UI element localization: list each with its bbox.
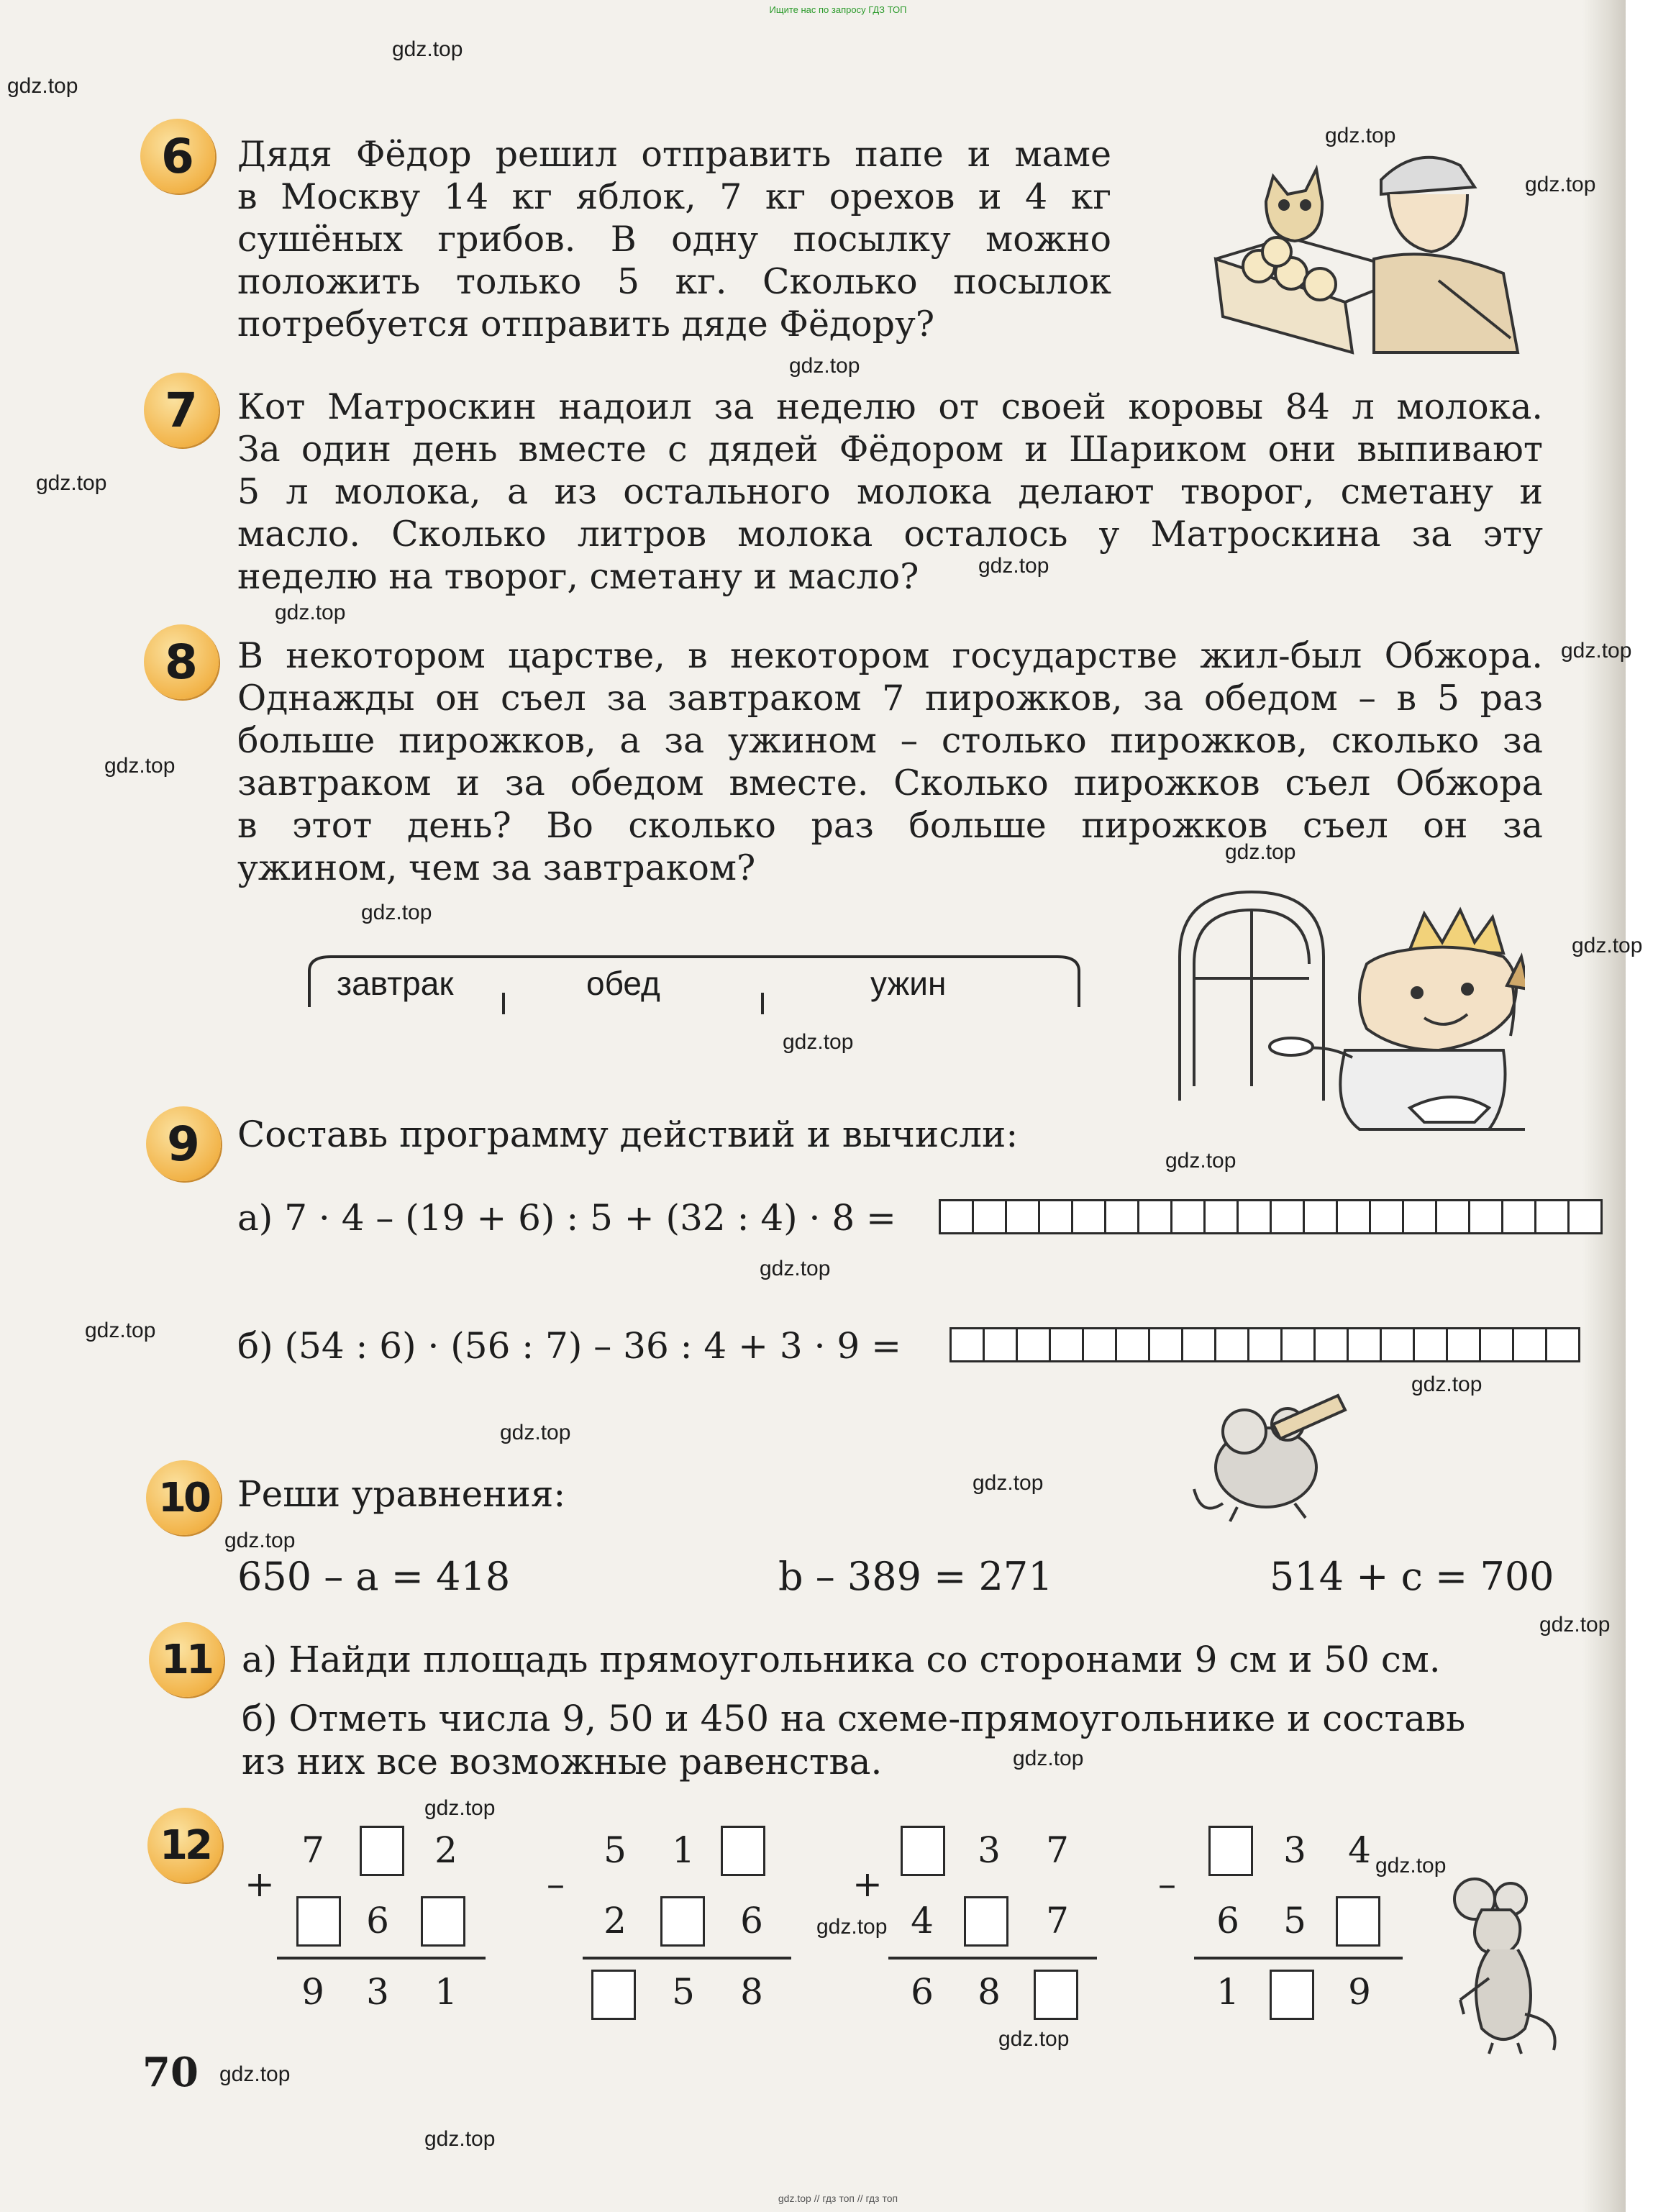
task-8-text	[237, 634, 1543, 889]
watermark: gdz.top	[1411, 1373, 1483, 1396]
digit: 1	[434, 1971, 457, 2013]
text-line: Однажды он съел за завтраком 7 пирожков, за обедом – в 5 раз	[237, 678, 1543, 719]
watermark: gdz.top	[500, 1421, 571, 1444]
header-note: Ищите нас по запросу ГДЗ ТОП	[769, 4, 907, 15]
task-7-text	[237, 386, 1543, 598]
digit-box[interactable]	[660, 1896, 705, 1947]
task-6-text	[237, 133, 1111, 345]
task-number-badge: 7	[144, 373, 219, 447]
digit: 7	[1046, 1829, 1069, 1871]
digit: 3	[366, 1971, 389, 2013]
answer-cell[interactable]	[1468, 1199, 1503, 1234]
digit-box[interactable]	[964, 1896, 1008, 1947]
text-line: сушёных грибов. В одну посылку можно	[237, 219, 1111, 260]
digit: 8	[740, 1971, 763, 2013]
answer-cell[interactable]	[1049, 1327, 1084, 1362]
digit: 7	[1046, 1900, 1069, 1942]
footer-note: gdz.top // гдз топ // гдз топ	[778, 2193, 898, 2204]
digit: 1	[1216, 1971, 1239, 2013]
answer-cell[interactable]	[1479, 1327, 1514, 1362]
watermark: gdz.top	[978, 554, 1049, 578]
digit-box[interactable]	[1270, 1970, 1314, 2020]
digit: 2	[604, 1900, 627, 1942]
sum-line	[888, 1957, 1097, 1960]
answer-cell[interactable]	[1380, 1327, 1415, 1362]
answer-cell[interactable]	[1016, 1327, 1051, 1362]
text-line: Дядя Фёдор решил отправить папе и маме	[237, 134, 1111, 175]
answer-cell[interactable]	[1082, 1327, 1117, 1362]
watermark: gdz.top	[36, 471, 107, 495]
digit: 5	[604, 1829, 627, 1871]
task-number-badge: 6	[140, 119, 215, 194]
watermark: gdz.top	[973, 1471, 1044, 1495]
answer-cell[interactable]	[1402, 1199, 1437, 1234]
watermark: gdz.top	[424, 1796, 496, 1820]
answer-cell[interactable]	[949, 1327, 985, 1362]
mouse-illustration	[1439, 1870, 1568, 2057]
operator-sign: +	[852, 1863, 883, 1905]
watermark: gdz.top	[816, 1915, 888, 1939]
expression-a: а) 7 · 4 – (19 + 6) : 5 + (32 : 4) · 8 =	[237, 1197, 896, 1239]
answer-cell[interactable]	[1005, 1199, 1040, 1234]
sum-line	[277, 1957, 486, 1960]
answer-cell[interactable]	[1413, 1327, 1448, 1362]
watermark: gdz.top	[424, 2127, 496, 2151]
watermark: gdz.top	[1013, 1747, 1084, 1770]
answer-cell[interactable]	[1369, 1199, 1404, 1234]
digit: 6	[911, 1971, 934, 2013]
difference-line	[1194, 1957, 1403, 1960]
digit: 6	[1216, 1900, 1239, 1942]
answer-cell[interactable]	[1071, 1199, 1106, 1234]
task-number-badge: 10	[146, 1460, 221, 1535]
answer-cell[interactable]	[1270, 1199, 1305, 1234]
watermark: gdz.top	[275, 601, 346, 624]
glutton-king-illustration	[1151, 870, 1525, 1151]
watermark: gdz.top	[1525, 173, 1596, 196]
page-number: 70	[142, 2049, 199, 2096]
answer-boxes-a	[941, 1199, 1603, 1234]
digit: 6	[740, 1900, 763, 1942]
equation-1: 650 – a = 418	[237, 1554, 511, 1599]
watermark: gdz.top	[219, 2062, 291, 2086]
equation-3: 514 + c = 700	[1270, 1554, 1554, 1599]
watermark: gdz.top	[361, 901, 432, 924]
mouse-with-telescope-illustration	[1180, 1381, 1352, 1525]
digit-box[interactable]	[1208, 1826, 1253, 1876]
digit: 5	[1283, 1900, 1306, 1942]
digit: 2	[434, 1829, 457, 1871]
answer-cell[interactable]	[1137, 1199, 1172, 1234]
task-number-badge: 11	[149, 1622, 224, 1697]
answer-cell[interactable]	[1313, 1327, 1349, 1362]
task-11-part-a: а) Найди площадь прямоугольника со сторонами 9 см и 50 см.	[242, 1639, 1441, 1680]
watermark: gdz.top	[7, 74, 78, 98]
answer-cell[interactable]	[1545, 1327, 1580, 1362]
text-line: 5 л молока, а из остального молока делают творог, сметану и	[237, 471, 1543, 512]
task-number-badge: 12	[147, 1808, 222, 1883]
digit: 3	[1283, 1829, 1306, 1871]
answer-cell[interactable]	[1203, 1199, 1239, 1234]
scheme-label-dinner: ужин	[870, 965, 947, 1002]
text-line: За один день вместе с дядей Фёдором и Шариком они выпивают	[237, 429, 1543, 470]
watermark: gdz.top	[1225, 840, 1296, 864]
text-line: завтраком и за обедом вместе. Сколько пирожков съел Обжора	[237, 763, 1543, 804]
operator-sign: –	[1158, 1863, 1176, 1905]
scheme-label-breakfast: завтрак	[337, 965, 454, 1002]
digit-box[interactable]	[421, 1896, 465, 1947]
watermark: gdz.top	[998, 2027, 1070, 2051]
task-9-heading: Составь программу действий и вычисли:	[237, 1114, 1019, 1155]
digit-box[interactable]	[360, 1826, 404, 1876]
answer-cell[interactable]	[1446, 1327, 1481, 1362]
digit: 9	[301, 1971, 324, 2013]
digit-box[interactable]	[721, 1826, 765, 1876]
text-line: потребуется отправить дяде Фёдору?	[237, 304, 935, 345]
answer-cell[interactable]	[1247, 1327, 1283, 1362]
answer-cell[interactable]	[972, 1199, 1007, 1234]
equation-2: b – 389 = 271	[778, 1554, 1053, 1599]
answer-cell[interactable]	[1115, 1327, 1150, 1362]
text-line: больше пирожков, а за ужином – столько пирожков, сколько за	[237, 720, 1543, 761]
task-11-part-b-line1: б) Отметь числа 9, 50 и 450 на схеме-прямоугольнике и составь	[242, 1698, 1466, 1739]
digit: 4	[911, 1900, 934, 1942]
answer-cell[interactable]	[1181, 1327, 1216, 1362]
digit-box[interactable]	[1336, 1896, 1380, 1947]
watermark: gdz.top	[104, 754, 176, 778]
digit: 6	[366, 1900, 389, 1942]
task-10-heading: Реши уравнения:	[237, 1473, 566, 1515]
watermark: gdz.top	[789, 354, 860, 378]
uncle-fedor-illustration	[1201, 137, 1554, 360]
digit: 4	[1348, 1829, 1371, 1871]
answer-cell[interactable]	[1236, 1199, 1272, 1234]
answer-cell[interactable]	[1512, 1327, 1547, 1362]
answer-cell[interactable]	[1303, 1199, 1338, 1234]
answer-cell[interactable]	[1336, 1199, 1371, 1234]
answer-cell[interactable]	[1104, 1199, 1139, 1234]
digit: 1	[672, 1829, 695, 1871]
watermark: gdz.top	[760, 1257, 831, 1280]
watermark: gdz.top	[392, 37, 463, 61]
text-line: неделю на творог, сметану и масло?	[237, 556, 919, 597]
scheme-label-lunch: обед	[586, 965, 660, 1002]
difference-line	[583, 1957, 791, 1960]
watermark: gdz.top	[1561, 639, 1632, 663]
answer-cell[interactable]	[1214, 1327, 1249, 1362]
digit: 8	[978, 1971, 1001, 2013]
watermark: gdz.top	[85, 1319, 156, 1342]
answer-cell[interactable]	[1038, 1199, 1073, 1234]
answer-cell[interactable]	[1170, 1199, 1206, 1234]
answer-boxes-b	[952, 1327, 1580, 1362]
page-binding-shadow	[1582, 0, 1626, 2212]
answer-cell[interactable]	[1347, 1327, 1382, 1362]
operator-sign: –	[547, 1863, 565, 1905]
task-number-badge: 8	[144, 624, 219, 699]
text-line: масло. Сколько литров молока осталось у Матроскина за эту	[237, 514, 1543, 555]
digit: 3	[978, 1829, 1001, 1871]
text-line: положить только 5 кг. Сколько посылок	[237, 261, 1111, 302]
watermark: gdz.top	[783, 1030, 854, 1054]
digit-box[interactable]	[1034, 1970, 1078, 2020]
text-line: В некотором царстве, в некотором государстве жил-был Обжора.	[237, 635, 1543, 676]
digit-box[interactable]	[591, 1970, 636, 2020]
watermark: gdz.top	[1539, 1613, 1611, 1637]
answer-cell[interactable]	[1148, 1327, 1183, 1362]
text-line: в этот день? Во сколько раз больше пирожков съел он за	[237, 805, 1543, 846]
answer-cell[interactable]	[1501, 1199, 1536, 1234]
watermark: gdz.top	[1572, 934, 1643, 957]
text-line: ужином, чем за завтраком?	[237, 847, 756, 888]
text-line: в Москву 14 кг яблок, 7 кг орехов и 4 кг	[237, 176, 1111, 217]
answer-cell[interactable]	[1567, 1199, 1603, 1234]
watermark: gdz.top	[1325, 124, 1396, 147]
task-number-badge: 9	[146, 1106, 221, 1181]
answer-cell[interactable]	[983, 1327, 1018, 1362]
text-line: Кот Матроскин надоил за неделю от своей коровы 84 л молока.	[237, 386, 1543, 427]
answer-cell[interactable]	[1534, 1199, 1570, 1234]
watermark: gdz.top	[1165, 1149, 1236, 1173]
digit-box[interactable]	[901, 1826, 945, 1876]
digit: 5	[672, 1971, 695, 2013]
answer-cell[interactable]	[1435, 1199, 1470, 1234]
digit: 7	[301, 1829, 324, 1871]
digit: 9	[1348, 1971, 1371, 2013]
watermark: gdz.top	[224, 1529, 296, 1552]
answer-cell[interactable]	[1280, 1327, 1316, 1362]
answer-cell[interactable]	[939, 1199, 974, 1234]
task-11-part-b-line2: из них все возможные равенства.	[242, 1741, 883, 1783]
watermark: gdz.top	[1375, 1854, 1447, 1878]
expression-b: б) (54 : 6) · (56 : 7) – 36 : 4 + 3 · 9 =	[237, 1325, 901, 1367]
operator-sign: +	[245, 1863, 275, 1905]
digit-box[interactable]	[296, 1896, 341, 1947]
